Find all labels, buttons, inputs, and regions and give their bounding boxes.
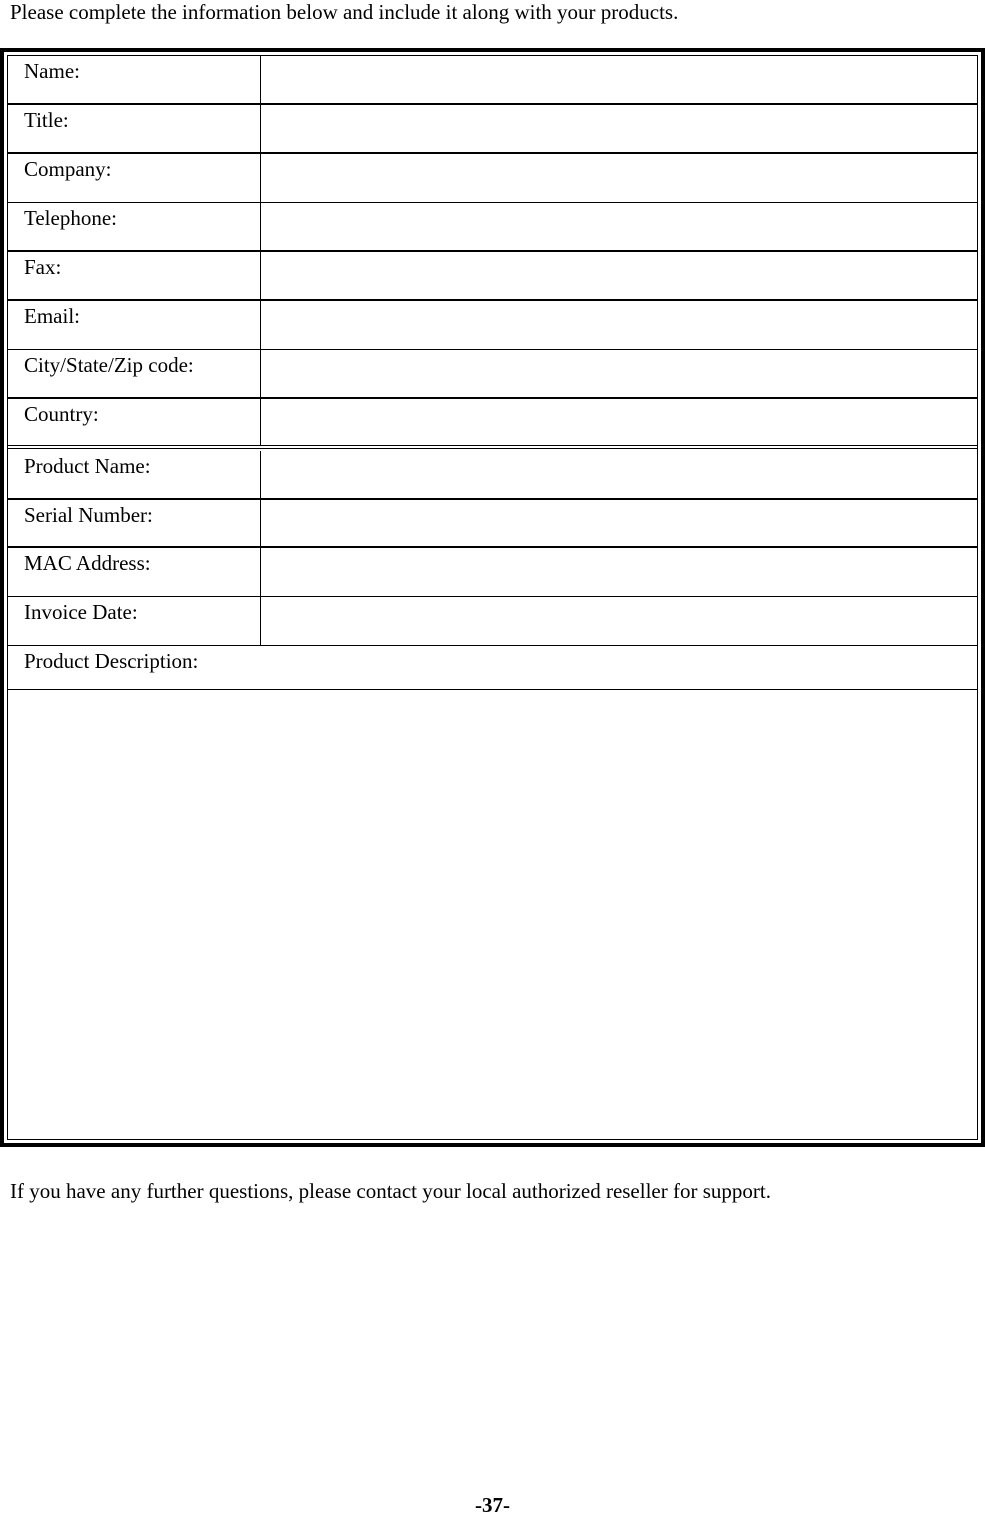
serial-number-field[interactable]	[260, 500, 977, 546]
form-row-email	[8, 301, 977, 350]
city-state-zip-label: City/State/Zip code:	[24, 353, 194, 377]
page-number: -37-	[475, 1493, 510, 1517]
fax-field[interactable]	[260, 252, 977, 299]
form-inner-border	[7, 55, 978, 1140]
serial-number-label: Serial Number:	[24, 503, 153, 527]
form-row-title	[8, 105, 977, 154]
form-row-serial-number	[8, 500, 977, 548]
form-row-country	[8, 399, 977, 449]
name-field[interactable]	[260, 56, 977, 103]
support-note: If you have any further questions, please contact your local authorized reseller for support.	[10, 1179, 771, 1203]
mac-address-field[interactable]	[260, 548, 977, 596]
mac-address-label: MAC Address:	[24, 551, 151, 575]
intro-text: Please complete the information below and include it along with your products.	[10, 0, 679, 24]
email-label: Email:	[24, 304, 80, 328]
country-field[interactable]	[260, 399, 977, 445]
form-row-mac-address	[8, 548, 977, 597]
form-row-telephone	[8, 203, 977, 252]
product-name-field[interactable]	[260, 451, 977, 498]
form-row-invoice-date	[8, 597, 977, 646]
name-label: Name:	[24, 59, 80, 83]
telephone-field[interactable]	[260, 203, 977, 250]
form-row-product-description	[8, 646, 977, 690]
email-field[interactable]	[260, 301, 977, 349]
country-label: Country:	[24, 402, 99, 426]
product-description-field[interactable]	[8, 690, 977, 1139]
product-name-label: Product Name:	[24, 454, 151, 478]
product-registration-form	[0, 48, 985, 1147]
company-field[interactable]	[260, 154, 977, 202]
form-row-company	[8, 154, 977, 203]
fax-label: Fax:	[24, 255, 62, 279]
telephone-label: Telephone:	[24, 206, 117, 230]
title-field[interactable]	[260, 105, 977, 152]
form-row-product-name	[8, 451, 977, 500]
invoice-date-field[interactable]	[260, 597, 977, 645]
product-description-label: Product Description:	[24, 649, 199, 673]
form-row-name	[8, 56, 977, 105]
city-state-zip-field[interactable]	[260, 350, 977, 397]
form-row-fax	[8, 252, 977, 301]
invoice-date-label: Invoice Date:	[24, 600, 138, 624]
title-label: Title:	[24, 108, 69, 132]
form-row-city-state-zip	[8, 350, 977, 399]
company-label: Company:	[24, 157, 112, 181]
